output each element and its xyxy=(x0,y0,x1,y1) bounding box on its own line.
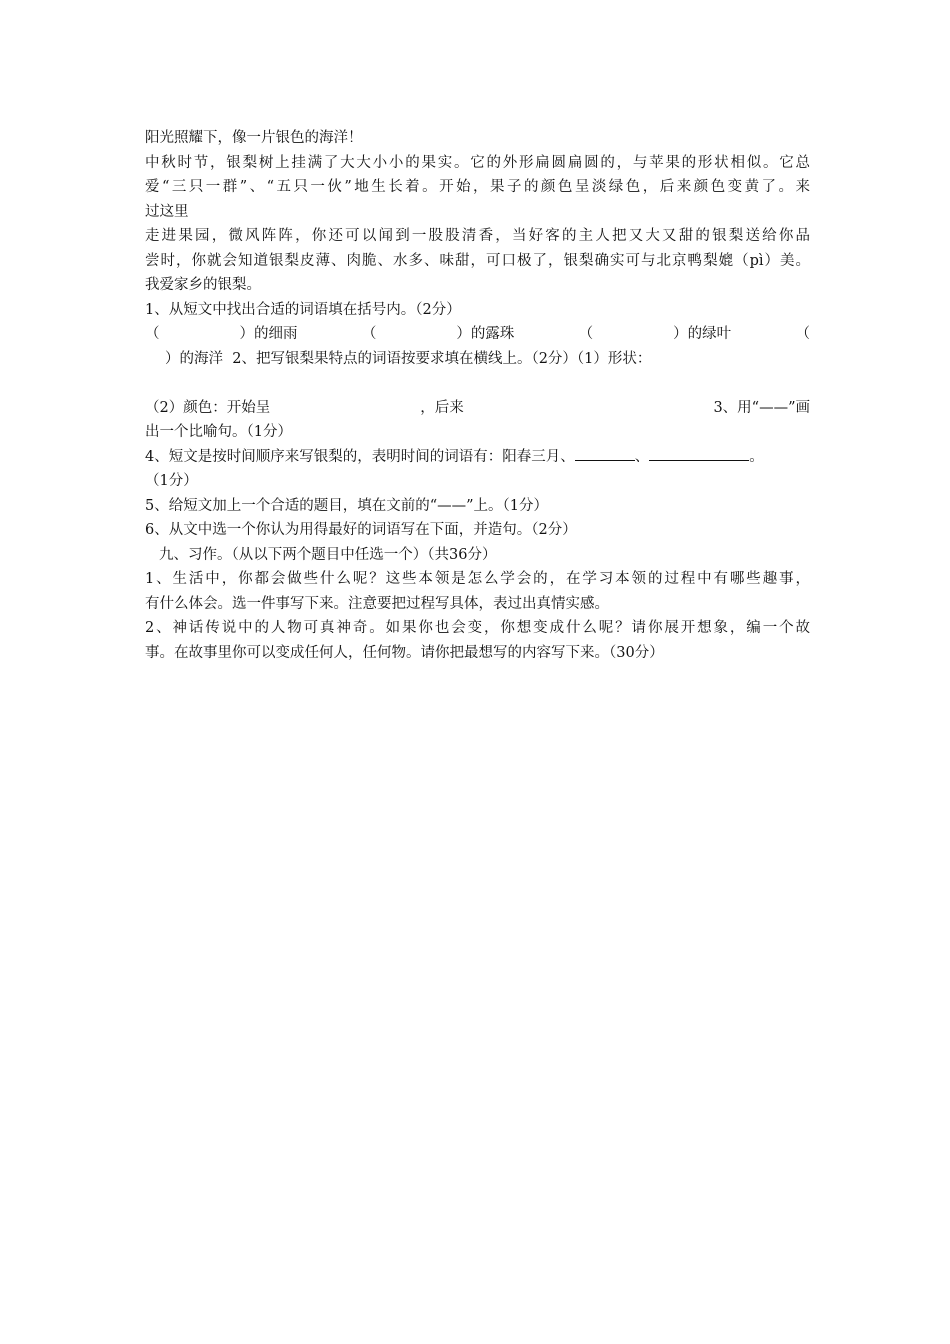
paren-open: （ xyxy=(145,326,160,342)
question-2-color xyxy=(145,396,810,421)
blank-space[interactable] xyxy=(270,396,420,421)
question-3-start: 3、用“——”画 xyxy=(713,399,810,416)
question-5: 5、给短文加上一个合适的题目，填在文前的“——”上。（1分） xyxy=(145,497,549,514)
question-4-text: 4、短文是按时间顺序来写银梨的，表明时间的词语有：阳春三月、 xyxy=(145,448,575,465)
question-6: 6、从文中选一个你认为用得最好的词语写在下面，并造句。（2分） xyxy=(145,522,577,538)
question-4 xyxy=(145,445,810,470)
passage-line: 阳光照耀下，像一片银色的海洋！ xyxy=(145,130,363,146)
separator: 、 xyxy=(634,448,650,465)
color-start-label: （2）颜色：开始呈 xyxy=(145,399,271,416)
composition-topic-1: 有什么体会。选一件事写下来。注意要把过程写具体，表过出真情实感。 xyxy=(145,595,609,612)
passage-line: 走进果园，微风阵阵，你还可以闻到一股股清香，当好客的主人把又大又甜的银梨送给你品 xyxy=(145,228,810,244)
question-2-text: 2、把写银梨果特点的词语按要求填在横线上。（2分）（1）形状： xyxy=(232,350,652,367)
passage-line: 中秋时节，银梨树上挂满了大大小小的果实。它的外形扁圆扁圆的，与苹果的形状相似。它总 xyxy=(145,154,810,171)
blank-group xyxy=(362,322,515,347)
period: 。 xyxy=(749,448,764,465)
document-content xyxy=(145,126,810,665)
blank-label: ）的露珠 xyxy=(456,326,515,342)
passage-line: 我爱家乡的银梨。 xyxy=(145,277,261,293)
blank-line xyxy=(145,371,810,396)
blank-space[interactable] xyxy=(464,396,714,421)
blank-label: ）的细雨 xyxy=(239,326,298,342)
question-2 xyxy=(145,347,810,372)
blank-label: ）的绿叶 xyxy=(673,326,732,342)
answer-underline[interactable] xyxy=(649,446,749,461)
composition-topic-1: 1、生活中，你都会做些什么呢？这些本领是怎么学会的，在学习本领的过程中有哪些趣事， xyxy=(145,571,810,587)
question-3: 出一个比喻句。（1分） xyxy=(145,424,292,440)
question-4-score: （1分） xyxy=(145,473,198,489)
paren-open: （ xyxy=(578,326,594,342)
passage-line: 爱“三只一群”、“五只一伙”地生长着。开始，果子的颜色呈淡绿色，后来颜色变黄了。来 xyxy=(145,179,810,195)
answer-underline[interactable] xyxy=(575,446,635,461)
blank-group xyxy=(145,322,298,347)
passage-line: 尝时，你就会知道银梨皮薄、肉脆、水多、味甜，可口极了，银梨确实可与北京鸭梨媲（pì）美。 xyxy=(145,252,810,269)
passage-line: 过这里 xyxy=(145,203,189,220)
question-1-blanks xyxy=(145,322,810,347)
color-later-label: ，后来 xyxy=(420,399,464,416)
question-1: 1、从短文中找出合适的词语填在括号内。（2分） xyxy=(145,301,461,318)
composition-heading: 九、习作。（从以下两个题目中任选一个）（共36分） xyxy=(159,546,497,563)
paren-open: （ xyxy=(361,326,377,342)
blank-label: ）的海洋 xyxy=(165,350,223,367)
composition-topic-2: 2、神话传说中的人物可真神奇。如果你也会变，你想变成什么呢？请你展开想象，编一个故 xyxy=(145,620,810,636)
blank-group xyxy=(795,322,810,347)
composition-topic-2: 事。在故事里你可以变成任何人，任何物。请你把最想写的内容写下来。（30分） xyxy=(145,644,664,661)
blank-group xyxy=(579,322,732,347)
paren-open: （ xyxy=(795,326,810,342)
